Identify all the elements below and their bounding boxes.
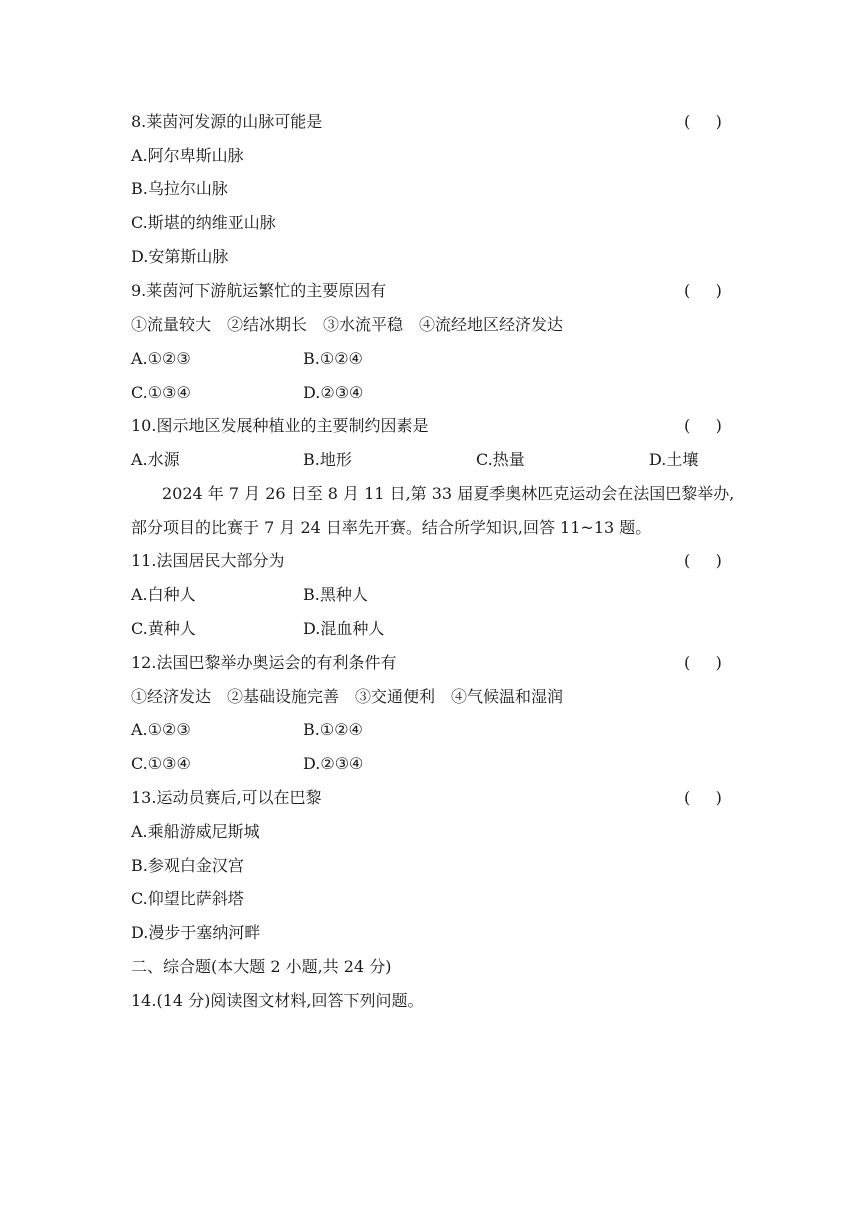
q11-option-c: C.黄种人 (131, 619, 196, 638)
q11-option-a: A.白种人 (131, 585, 196, 604)
q11-stem: 11.法国居民大部分为 (131, 551, 285, 570)
q11-answer-blank: ( ) (684, 551, 722, 570)
q10-option-c: C.热量 (476, 450, 525, 469)
passage-line-1: 2024 年 7 月 26 日至 8 月 11 日,第 33 届夏季奥林匹克运动会在法国巴黎举办, (162, 484, 735, 503)
q13-option-b: B.参观白金汉宫 (131, 856, 244, 875)
q8-option-a: A.阿尔卑斯山脉 (131, 146, 244, 165)
q9-answer-blank: ( ) (684, 281, 722, 300)
q12-answer-blank: ( ) (684, 653, 722, 672)
q12-stem: 12.法国巴黎举办奥运会的有利条件有 (131, 653, 397, 672)
q13-stem: 13.运动员赛后,可以在巴黎 (131, 788, 322, 807)
q14-stem: 14.(14 分)阅读图文材料,回答下列问题。 (131, 991, 424, 1010)
q10-option-d: D.土壤 (649, 450, 699, 469)
q9-option-b: B.①②④ (303, 349, 363, 368)
q8-option-b: B.乌拉尔山脉 (131, 179, 228, 198)
q13-option-a: A.乘船游威尼斯城 (131, 822, 260, 841)
q12-option-d: D.②③④ (303, 754, 364, 773)
q12-statements: ①经济发达 ②基础设施完善 ③交通便利 ④气候温和湿润 (131, 687, 564, 706)
q13-option-c: C.仰望比萨斜塔 (131, 889, 244, 908)
q9-statements: ①流量较大 ②结冰期长 ③水流平稳 ④流经地区经济发达 (131, 315, 564, 334)
q12-option-a: A.①②③ (131, 720, 191, 739)
q13-answer-blank: ( ) (684, 788, 722, 807)
q10-answer-blank: ( ) (684, 416, 722, 435)
q11-option-d: D.混血种人 (303, 619, 385, 638)
q9-option-c: C.①③④ (131, 383, 191, 402)
passage-line-2: 部分项目的比赛于 7 月 24 日率先开赛。结合所学知识,回答 11~13 题。 (131, 518, 652, 537)
q12-option-b: B.①②④ (303, 720, 363, 739)
q8-stem: 8.莱茵河发源的山脉可能是 (131, 112, 323, 131)
q8-option-d: D.安第斯山脉 (131, 247, 229, 266)
section-2-heading: 二、综合题(本大题 2 小题,共 24 分) (131, 957, 392, 976)
q10-option-b: B.地形 (303, 450, 352, 469)
q11-option-b: B.黑种人 (303, 585, 368, 604)
q8-option-c: C.斯堪的纳维亚山脉 (131, 213, 276, 232)
q10-stem: 10.图示地区发展种植业的主要制约因素是 (131, 416, 429, 435)
q12-option-c: C.①③④ (131, 754, 191, 773)
q9-stem: 9.莱茵河下游航运繁忙的主要原因有 (131, 281, 387, 300)
q8-answer-blank: ( ) (684, 112, 722, 131)
q13-option-d: D.漫步于塞纳河畔 (131, 923, 261, 942)
q10-option-a: A.水源 (131, 450, 180, 469)
q9-option-d: D.②③④ (303, 383, 364, 402)
q9-option-a: A.①②③ (131, 349, 191, 368)
